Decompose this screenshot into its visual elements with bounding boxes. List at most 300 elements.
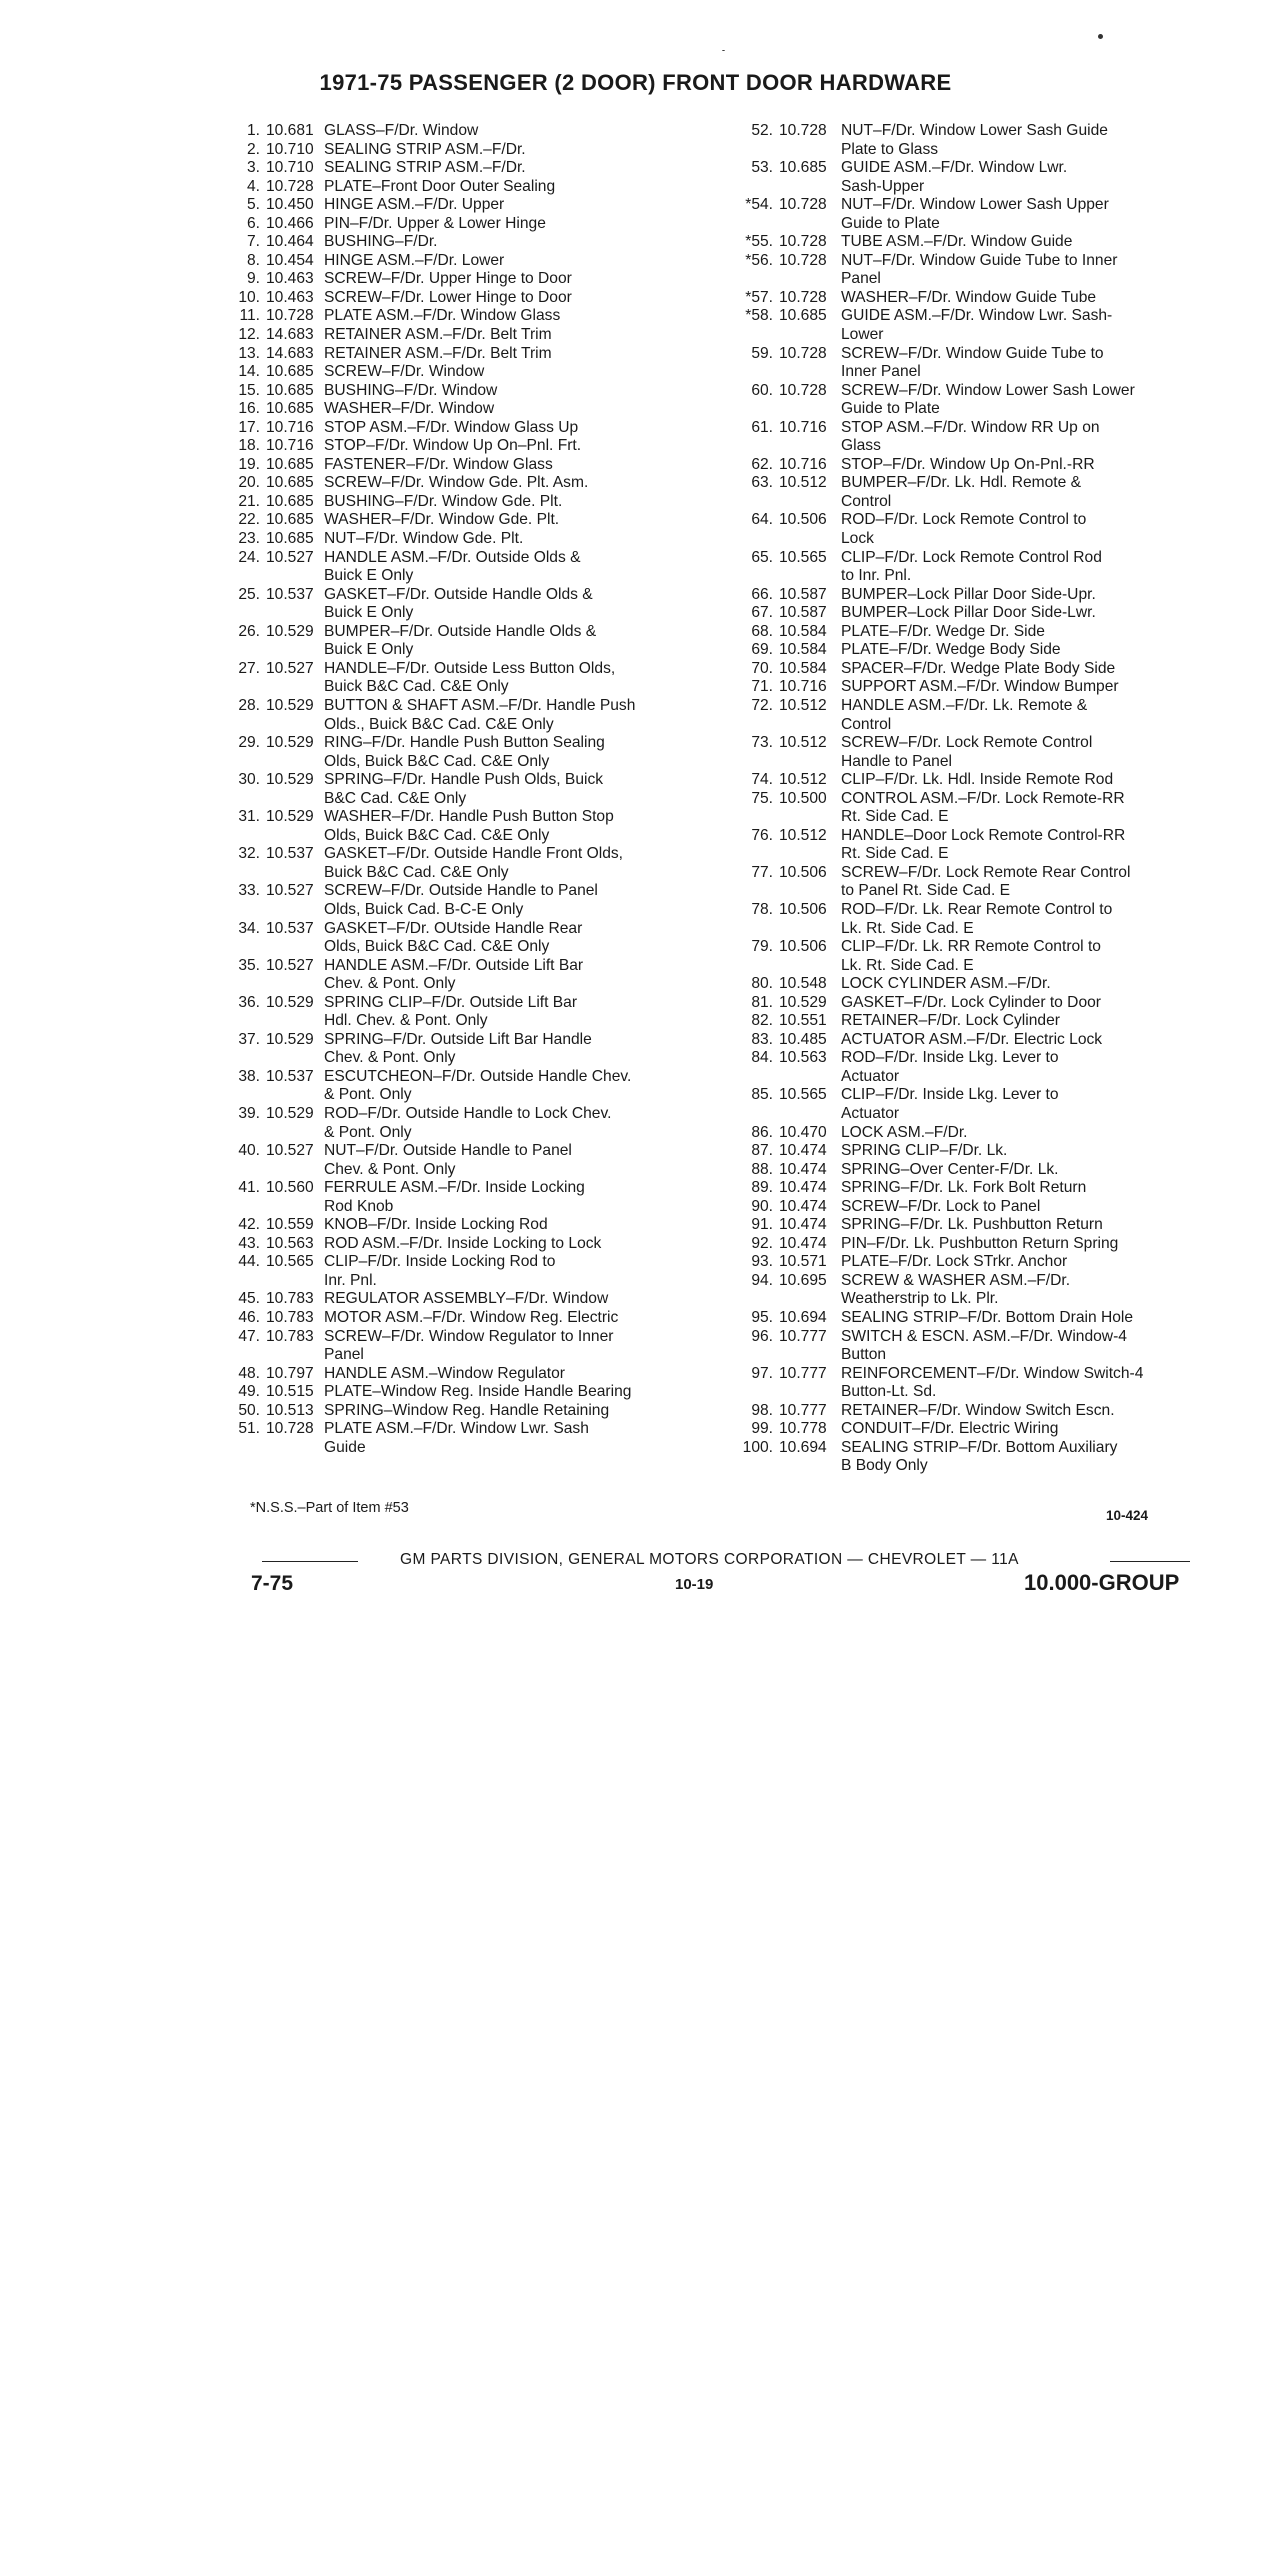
group-number: 10.474	[779, 1142, 827, 1160]
part-item	[212, 1068, 672, 1105]
part-description: SUPPORT ASM.–F/Dr. Window Bumper	[841, 678, 1119, 696]
part-item	[212, 363, 672, 382]
group-number: 10.529	[779, 993, 827, 1011]
part-item	[720, 511, 1210, 548]
item-number: 86.	[751, 1123, 773, 1141]
part-item	[212, 1402, 672, 1421]
group-number: 14.683	[266, 344, 314, 362]
part-item	[212, 493, 672, 512]
item-number: 46.	[238, 1309, 260, 1326]
group-number: 10.685	[779, 307, 827, 325]
part-description: PLATE–F/Dr. Wedge Dr. Side	[841, 622, 1045, 640]
item-number: 39.	[238, 1104, 260, 1122]
item-number: 32.	[238, 845, 260, 863]
part-description: SEALING STRIP ASM.–F/Dr.	[324, 159, 526, 177]
item-number: 89.	[751, 1179, 773, 1197]
group-number: 10.571	[779, 1253, 827, 1271]
part-description: CLIP–F/Dr. Lk. RR Remote Control to Lk. Rt. Side Cad. E	[841, 938, 1101, 974]
part-item	[212, 586, 672, 623]
part-item	[720, 827, 1210, 864]
part-item	[720, 1198, 1210, 1217]
part-description: RETAINER ASM.–F/Dr. Belt Trim	[324, 344, 552, 362]
item-number: 72.	[751, 696, 773, 714]
item-number: 62.	[751, 455, 773, 473]
item-number: 14.	[238, 363, 260, 381]
group-number: 10.716	[266, 437, 314, 455]
part-item	[212, 307, 672, 326]
group-number: 10.584	[779, 641, 827, 659]
group-number: 10.474	[779, 1160, 827, 1178]
part-item	[720, 456, 1210, 475]
part-item	[212, 270, 672, 289]
group-number: 10.685	[266, 511, 314, 529]
part-description: SCREW & WASHER ASM.–F/Dr. Weatherstrip to Lk. Plr.	[841, 1271, 1071, 1308]
item-number: 19.	[238, 455, 260, 473]
part-description: ROD–F/Dr. Outside Handle to Lock Chev. & Pont. Only	[324, 1104, 612, 1141]
part-item	[720, 1439, 1210, 1476]
part-item	[212, 474, 672, 493]
item-number: *55.	[745, 233, 773, 251]
part-description: WASHER–F/Dr. Window	[324, 400, 495, 418]
group-number: 10.685	[266, 455, 314, 473]
part-description: GLASS–F/Dr. Window	[324, 122, 479, 139]
part-description: PIN–F/Dr. Upper & Lower Hinge	[324, 214, 546, 232]
group-number: 10.716	[779, 678, 827, 696]
part-description: SCREW–F/Dr. Window Regulator to Inner Panel	[324, 1327, 614, 1364]
part-item	[212, 771, 672, 808]
group-number: 10.463	[266, 288, 314, 306]
part-item	[212, 400, 672, 419]
group-number: 10.685	[266, 474, 314, 492]
group-number: 10.537	[266, 585, 314, 603]
group-number: 10.777	[779, 1364, 827, 1382]
item-number: 43.	[238, 1234, 260, 1252]
part-item	[212, 1253, 672, 1290]
part-description: SPRING CLIP–F/Dr. Lk.	[841, 1142, 1008, 1160]
item-number: 7.	[246, 233, 260, 251]
group-number: 10.716	[266, 418, 314, 436]
item-number: 18.	[238, 437, 260, 455]
group-number: 10.529	[266, 808, 314, 826]
part-item	[720, 660, 1210, 679]
item-number: 98.	[751, 1401, 773, 1419]
parts-list-right-column	[720, 122, 1210, 1476]
group-number: 10.685	[779, 159, 827, 177]
item-number: 12.	[238, 326, 260, 344]
group-number: 10.685	[266, 492, 314, 510]
part-description: SCREW–F/Dr. Window Gde. Plt. Asm.	[324, 474, 589, 492]
part-item	[720, 474, 1210, 511]
part-item	[720, 252, 1210, 289]
part-description: SCREW–F/Dr. Window Lower Sash Lower Guide to Plate	[841, 381, 1135, 418]
group-number: 10.527	[266, 882, 314, 900]
part-item	[720, 1142, 1210, 1161]
group-number: 10.565	[779, 1086, 827, 1104]
part-description: STOP ASM.–F/Dr. Window RR Up on Glass	[841, 418, 1100, 455]
item-number: 66.	[751, 585, 773, 603]
group-number: 10.728	[779, 251, 827, 269]
group-number: 10.716	[779, 418, 827, 436]
part-description: SPACER–F/Dr. Wedge Plate Body Side	[841, 659, 1116, 677]
item-number: 75.	[751, 789, 773, 807]
group-number: 10.474	[779, 1179, 827, 1197]
part-description: FERRULE ASM.–F/Dr. Inside Locking Rod Knob	[324, 1179, 585, 1215]
part-item	[212, 1142, 672, 1179]
part-item	[720, 586, 1210, 605]
item-number: 6.	[246, 214, 260, 232]
group-number: 10.506	[779, 938, 827, 956]
part-description: ACTUATOR ASM.–F/Dr. Electric Lock	[841, 1030, 1103, 1048]
part-description: SCREW–F/Dr. Lock to Panel	[841, 1197, 1041, 1215]
group-number: 10.512	[779, 474, 827, 492]
group-number: 10.527	[266, 548, 314, 566]
group-number: 10.485	[779, 1030, 827, 1048]
group-number: 10.529	[266, 734, 314, 752]
group-number: 10.685	[266, 381, 314, 399]
part-description: SCREW–F/Dr. Upper Hinge to Door	[324, 270, 572, 288]
group-number: 10.512	[779, 734, 827, 752]
item-number: 85.	[751, 1086, 773, 1104]
item-number: 2.	[246, 140, 260, 158]
part-item	[212, 1290, 672, 1309]
item-number: 73.	[751, 734, 773, 752]
group-number: 10.529	[266, 696, 314, 714]
part-description: SCREW–F/Dr. Outside Handle to Panel Olds, Buick Cad. B-C-E Only	[324, 882, 598, 918]
item-number: 79.	[751, 938, 773, 956]
group-number: 10.474	[779, 1197, 827, 1215]
item-number: 92.	[751, 1234, 773, 1252]
part-description: WASHER–F/Dr. Handle Push Button Stop Olds, Buick B&C Cad. C&E Only	[324, 808, 614, 844]
part-description: GUIDE ASM.–F/Dr. Window Lwr. Sash-Upper	[841, 159, 1068, 195]
part-item	[212, 1309, 672, 1328]
item-number: 42.	[238, 1216, 260, 1234]
part-description: BUSHING–F/Dr. Window Gde. Plt.	[324, 492, 563, 510]
item-number: 99.	[751, 1420, 773, 1438]
part-item	[212, 1179, 672, 1216]
part-description: GASKET–F/Dr. Outside Handle Olds & Buick E Only	[324, 585, 593, 622]
group-number: 10.694	[779, 1309, 827, 1326]
part-description: HANDLE–F/Dr. Outside Less Button Olds, Buick B&C Cad. C&E Only	[324, 659, 616, 696]
parts-list-left-column	[212, 122, 672, 1457]
group-number: 10.728	[779, 381, 827, 399]
item-number: 34.	[238, 919, 260, 937]
part-description: REINFORCEMENT–F/Dr. Window Switch-4 Button-Lt. Sd.	[841, 1364, 1144, 1401]
part-description: SPRING–F/Dr. Outside Lift Bar Handle Chev. & Pont. Only	[324, 1030, 592, 1067]
part-item	[720, 419, 1210, 456]
part-description: PLATE–Window Reg. Inside Handle Bearing	[324, 1383, 632, 1401]
part-item	[212, 549, 672, 586]
item-number: 36.	[238, 993, 260, 1011]
part-item	[720, 1012, 1210, 1031]
item-number: 48.	[238, 1364, 260, 1382]
part-description: REGULATOR ASSEMBLY–F/Dr. Window	[324, 1290, 609, 1308]
item-number: 47.	[238, 1327, 260, 1345]
item-number: 1.	[246, 122, 260, 139]
part-item	[212, 530, 672, 549]
part-item	[720, 1031, 1210, 1050]
group-number: 10.506	[779, 511, 827, 529]
group-number: 10.559	[266, 1216, 314, 1234]
part-item	[212, 1365, 672, 1384]
item-number: 88.	[751, 1160, 773, 1178]
part-description: BUTTON & SHAFT ASM.–F/Dr. Handle Push Olds., Buick B&C Cad. C&E Only	[324, 696, 636, 733]
item-number: 87.	[751, 1142, 773, 1160]
group-number: 10.685	[266, 400, 314, 418]
part-item	[720, 938, 1210, 975]
item-number: 93.	[751, 1253, 773, 1271]
part-item	[720, 790, 1210, 827]
part-description: FASTENER–F/Dr. Window Glass	[324, 455, 553, 473]
group-number: 10.565	[266, 1253, 314, 1271]
group-number: 10.777	[779, 1327, 827, 1345]
part-description: HANDLE ASM.–F/Dr. Outside Olds & Buick E Only	[324, 548, 581, 585]
part-item	[212, 994, 672, 1031]
part-item	[212, 289, 672, 308]
illustration-ref-code: 10-424	[1106, 1508, 1149, 1523]
item-number: 90.	[751, 1197, 773, 1215]
item-number: 28.	[238, 696, 260, 714]
part-item	[720, 1124, 1210, 1143]
part-item	[720, 159, 1210, 196]
item-number: 24.	[238, 548, 260, 566]
item-number: *54.	[745, 196, 773, 214]
part-item	[720, 623, 1210, 642]
group-number: 10.778	[779, 1420, 827, 1438]
part-item	[212, 456, 672, 475]
item-number: 35.	[238, 956, 260, 974]
part-item	[212, 419, 672, 438]
group-number: 10.716	[779, 455, 827, 473]
footer-division: GM PARTS DIVISION, GENERAL MOTORS CORPORATION — CHEVROLET — 11A	[400, 1551, 1019, 1568]
part-description: PLATE ASM.–F/Dr. Window Glass	[324, 307, 561, 325]
part-description: MOTOR ASM.–F/Dr. Window Reg. Electric	[324, 1309, 619, 1326]
item-number: 97.	[751, 1364, 773, 1382]
part-item	[212, 437, 672, 456]
part-description: SPRING–Over Center-F/Dr. Lk.	[841, 1160, 1059, 1178]
item-number: 33.	[238, 882, 260, 900]
item-number: 16.	[238, 400, 260, 418]
item-number: 49.	[238, 1383, 260, 1401]
part-description: SWITCH & ESCN. ASM.–F/Dr. Window-4 Button	[841, 1327, 1127, 1364]
group-number: 10.710	[266, 159, 314, 177]
item-number: 20.	[238, 474, 260, 492]
item-number: 51.	[238, 1420, 260, 1438]
part-description: RING–F/Dr. Handle Push Button Sealing Olds, Buick B&C Cad. C&E Only	[324, 734, 605, 770]
item-number: 91.	[751, 1216, 773, 1234]
part-description: CLIP–F/Dr. Lock Remote Control Rod to Inr. Pnl.	[841, 548, 1102, 585]
item-number: *57.	[745, 288, 773, 306]
part-description: SPRING–F/Dr. Lk. Pushbutton Return	[841, 1216, 1103, 1234]
item-number: 69.	[751, 641, 773, 659]
part-description: ROD–F/Dr. Lock Remote Control to Lock	[841, 511, 1087, 548]
part-description: HANDLE ASM.–F/Dr. Lk. Remote & Control	[841, 696, 1088, 733]
group-number: 10.464	[266, 233, 314, 251]
part-item	[720, 1161, 1210, 1180]
part-item	[212, 697, 672, 734]
part-item	[720, 1402, 1210, 1421]
group-number: 10.529	[266, 771, 314, 789]
part-item	[720, 1272, 1210, 1309]
scan-speck	[722, 50, 725, 51]
part-description: WASHER–F/Dr. Window Guide Tube	[841, 288, 1097, 306]
part-description: NUT–F/Dr. Outside Handle to Panel Chev. & Pont. Only	[324, 1142, 572, 1178]
footer-rule-left	[262, 1561, 358, 1562]
part-description: HANDLE ASM.–F/Dr. Outside Lift Bar Chev. & Pont. Only	[324, 956, 584, 993]
part-description: LOCK ASM.–F/Dr.	[841, 1123, 968, 1141]
group-number: 10.728	[266, 307, 314, 325]
group-number: 10.685	[266, 363, 314, 381]
item-number: 30.	[238, 771, 260, 789]
part-item	[212, 141, 672, 160]
page-title: 1971-75 PASSENGER (2 DOOR) FRONT DOOR HARDWARE	[319, 70, 952, 95]
group-number: 10.537	[266, 1067, 314, 1085]
part-item	[212, 382, 672, 401]
part-description: NUT–F/Dr. Window Guide Tube to Inner Panel	[841, 251, 1118, 288]
part-item	[212, 345, 672, 364]
item-number: 13.	[238, 344, 260, 362]
part-description: SCREW–F/Dr. Window Guide Tube to Inner Panel	[841, 344, 1104, 381]
part-description: RETAINER ASM.–F/Dr. Belt Trim	[324, 326, 552, 344]
item-number: 67.	[751, 604, 773, 622]
item-number: *58.	[745, 307, 773, 325]
group-number: 10.527	[266, 956, 314, 974]
part-item	[212, 511, 672, 530]
footer-date: 7-75	[251, 1572, 294, 1595]
part-item	[212, 623, 672, 660]
group-number: 10.783	[266, 1309, 314, 1326]
part-item	[720, 1365, 1210, 1402]
item-number: 31.	[238, 808, 260, 826]
part-item	[720, 345, 1210, 382]
item-number: 50.	[238, 1401, 260, 1419]
group-number: 10.529	[266, 622, 314, 640]
item-number: 21.	[238, 492, 260, 510]
part-item	[212, 1383, 672, 1402]
part-item	[720, 1049, 1210, 1086]
part-item	[212, 1216, 672, 1235]
group-number: 10.515	[266, 1383, 314, 1401]
item-number: 8.	[246, 251, 260, 269]
part-item	[212, 233, 672, 252]
part-item	[720, 1328, 1210, 1365]
part-item	[720, 289, 1210, 308]
item-number: 5.	[246, 196, 260, 214]
item-number: 25.	[238, 585, 260, 603]
item-number: 100.	[742, 1438, 773, 1456]
part-description: SEALING STRIP ASM.–F/Dr.	[324, 140, 526, 158]
item-number: 9.	[246, 270, 260, 288]
part-item	[720, 734, 1210, 771]
part-description: BUSHING–F/Dr. Window	[324, 381, 498, 399]
group-number: 10.529	[266, 1104, 314, 1122]
part-item	[212, 252, 672, 271]
part-item	[720, 549, 1210, 586]
part-item	[720, 382, 1210, 419]
item-number: 23.	[238, 530, 260, 548]
part-item	[720, 641, 1210, 660]
group-number: 10.470	[779, 1123, 827, 1141]
part-description: RETAINER–F/Dr. Lock Cylinder	[841, 1012, 1060, 1030]
item-number: 71.	[751, 678, 773, 696]
item-number: 96.	[751, 1327, 773, 1345]
group-number: 10.563	[266, 1234, 314, 1252]
part-description: ESCUTCHEON–F/Dr. Outside Handle Chev. & Pont. Only	[324, 1067, 632, 1104]
part-description: GASKET–F/Dr. Outside Handle Front Olds, Buick B&C Cad. C&E Only	[324, 845, 623, 881]
group-number: 10.728	[779, 122, 827, 139]
item-number: 53.	[751, 159, 773, 177]
group-number: 10.527	[266, 659, 314, 677]
item-number: 38.	[238, 1067, 260, 1085]
part-description: SPRING–Window Reg. Handle Retaining	[324, 1401, 610, 1419]
part-item	[720, 1309, 1210, 1328]
item-number: 61.	[751, 418, 773, 436]
part-description: SPRING–F/Dr. Lk. Fork Bolt Return	[841, 1179, 1087, 1197]
part-description: SEALING STRIP–F/Dr. Bottom Drain Hole	[841, 1309, 1134, 1326]
item-number: 78.	[751, 900, 773, 918]
part-description: CLIP–F/Dr. Inside Locking Rod to Inr. Pnl.	[324, 1253, 556, 1289]
part-description: CLIP–F/Dr. Inside Lkg. Lever to Actuator	[841, 1086, 1059, 1122]
group-number: 10.512	[779, 771, 827, 789]
part-description: PLATE ASM.–F/Dr. Window Lwr. Sash Guide	[324, 1420, 589, 1456]
part-description: ROD–F/Dr. Lk. Rear Remote Control to Lk. Rt. Side Cad. E	[841, 900, 1113, 937]
group-number: 10.500	[779, 789, 827, 807]
part-description: STOP ASM.–F/Dr. Window Glass Up	[324, 418, 579, 436]
part-item	[720, 697, 1210, 734]
part-description: HINGE ASM.–F/Dr. Upper	[324, 196, 505, 214]
part-description: ROD ASM.–F/Dr. Inside Locking to Lock	[324, 1234, 602, 1252]
part-item	[212, 196, 672, 215]
item-number: 64.	[751, 511, 773, 529]
group-number: 10.584	[779, 622, 827, 640]
part-item	[212, 1235, 672, 1254]
part-item	[720, 1235, 1210, 1254]
group-number: 10.551	[779, 1012, 827, 1030]
group-number: 10.797	[266, 1364, 314, 1382]
group-number: 10.560	[266, 1179, 314, 1197]
group-number: 10.728	[779, 344, 827, 362]
part-item	[720, 604, 1210, 623]
part-item	[720, 1086, 1210, 1123]
item-number: 77.	[751, 863, 773, 881]
part-description: SPRING CLIP–F/Dr. Outside Lift Bar Hdl. Chev. & Pont. Only	[324, 993, 578, 1030]
part-item	[212, 178, 672, 197]
item-number: 29.	[238, 734, 260, 752]
group-number: 10.587	[779, 585, 827, 603]
group-number: 10.512	[779, 826, 827, 844]
item-number: 68.	[751, 622, 773, 640]
item-number: 83.	[751, 1030, 773, 1048]
item-number: 84.	[751, 1049, 773, 1067]
part-item	[720, 122, 1210, 159]
part-description: SCREW–F/Dr. Lock Remote Rear Control to Panel Rt. Side Cad. E	[841, 863, 1131, 900]
part-item	[720, 678, 1210, 697]
group-number: 10.681	[266, 122, 314, 139]
part-description: CONTROL ASM.–F/Dr. Lock Remote-RR Rt. Side Cad. E	[841, 789, 1125, 826]
item-number: 63.	[751, 474, 773, 492]
part-item	[720, 771, 1210, 790]
part-item	[720, 233, 1210, 252]
group-number: 10.474	[779, 1234, 827, 1252]
part-item	[720, 864, 1210, 901]
part-description: STOP–F/Dr. Window Up On–Pnl. Frt.	[324, 437, 582, 455]
group-number: 10.506	[779, 863, 827, 881]
part-item	[212, 159, 672, 178]
part-description: SEALING STRIP–F/Dr. Bottom Auxiliary B Body Only	[841, 1438, 1118, 1475]
item-number: 80.	[751, 975, 773, 993]
part-item	[212, 660, 672, 697]
item-number: *56.	[745, 251, 773, 269]
part-description: GASKET–F/Dr. Lock Cylinder to Door	[841, 993, 1101, 1011]
